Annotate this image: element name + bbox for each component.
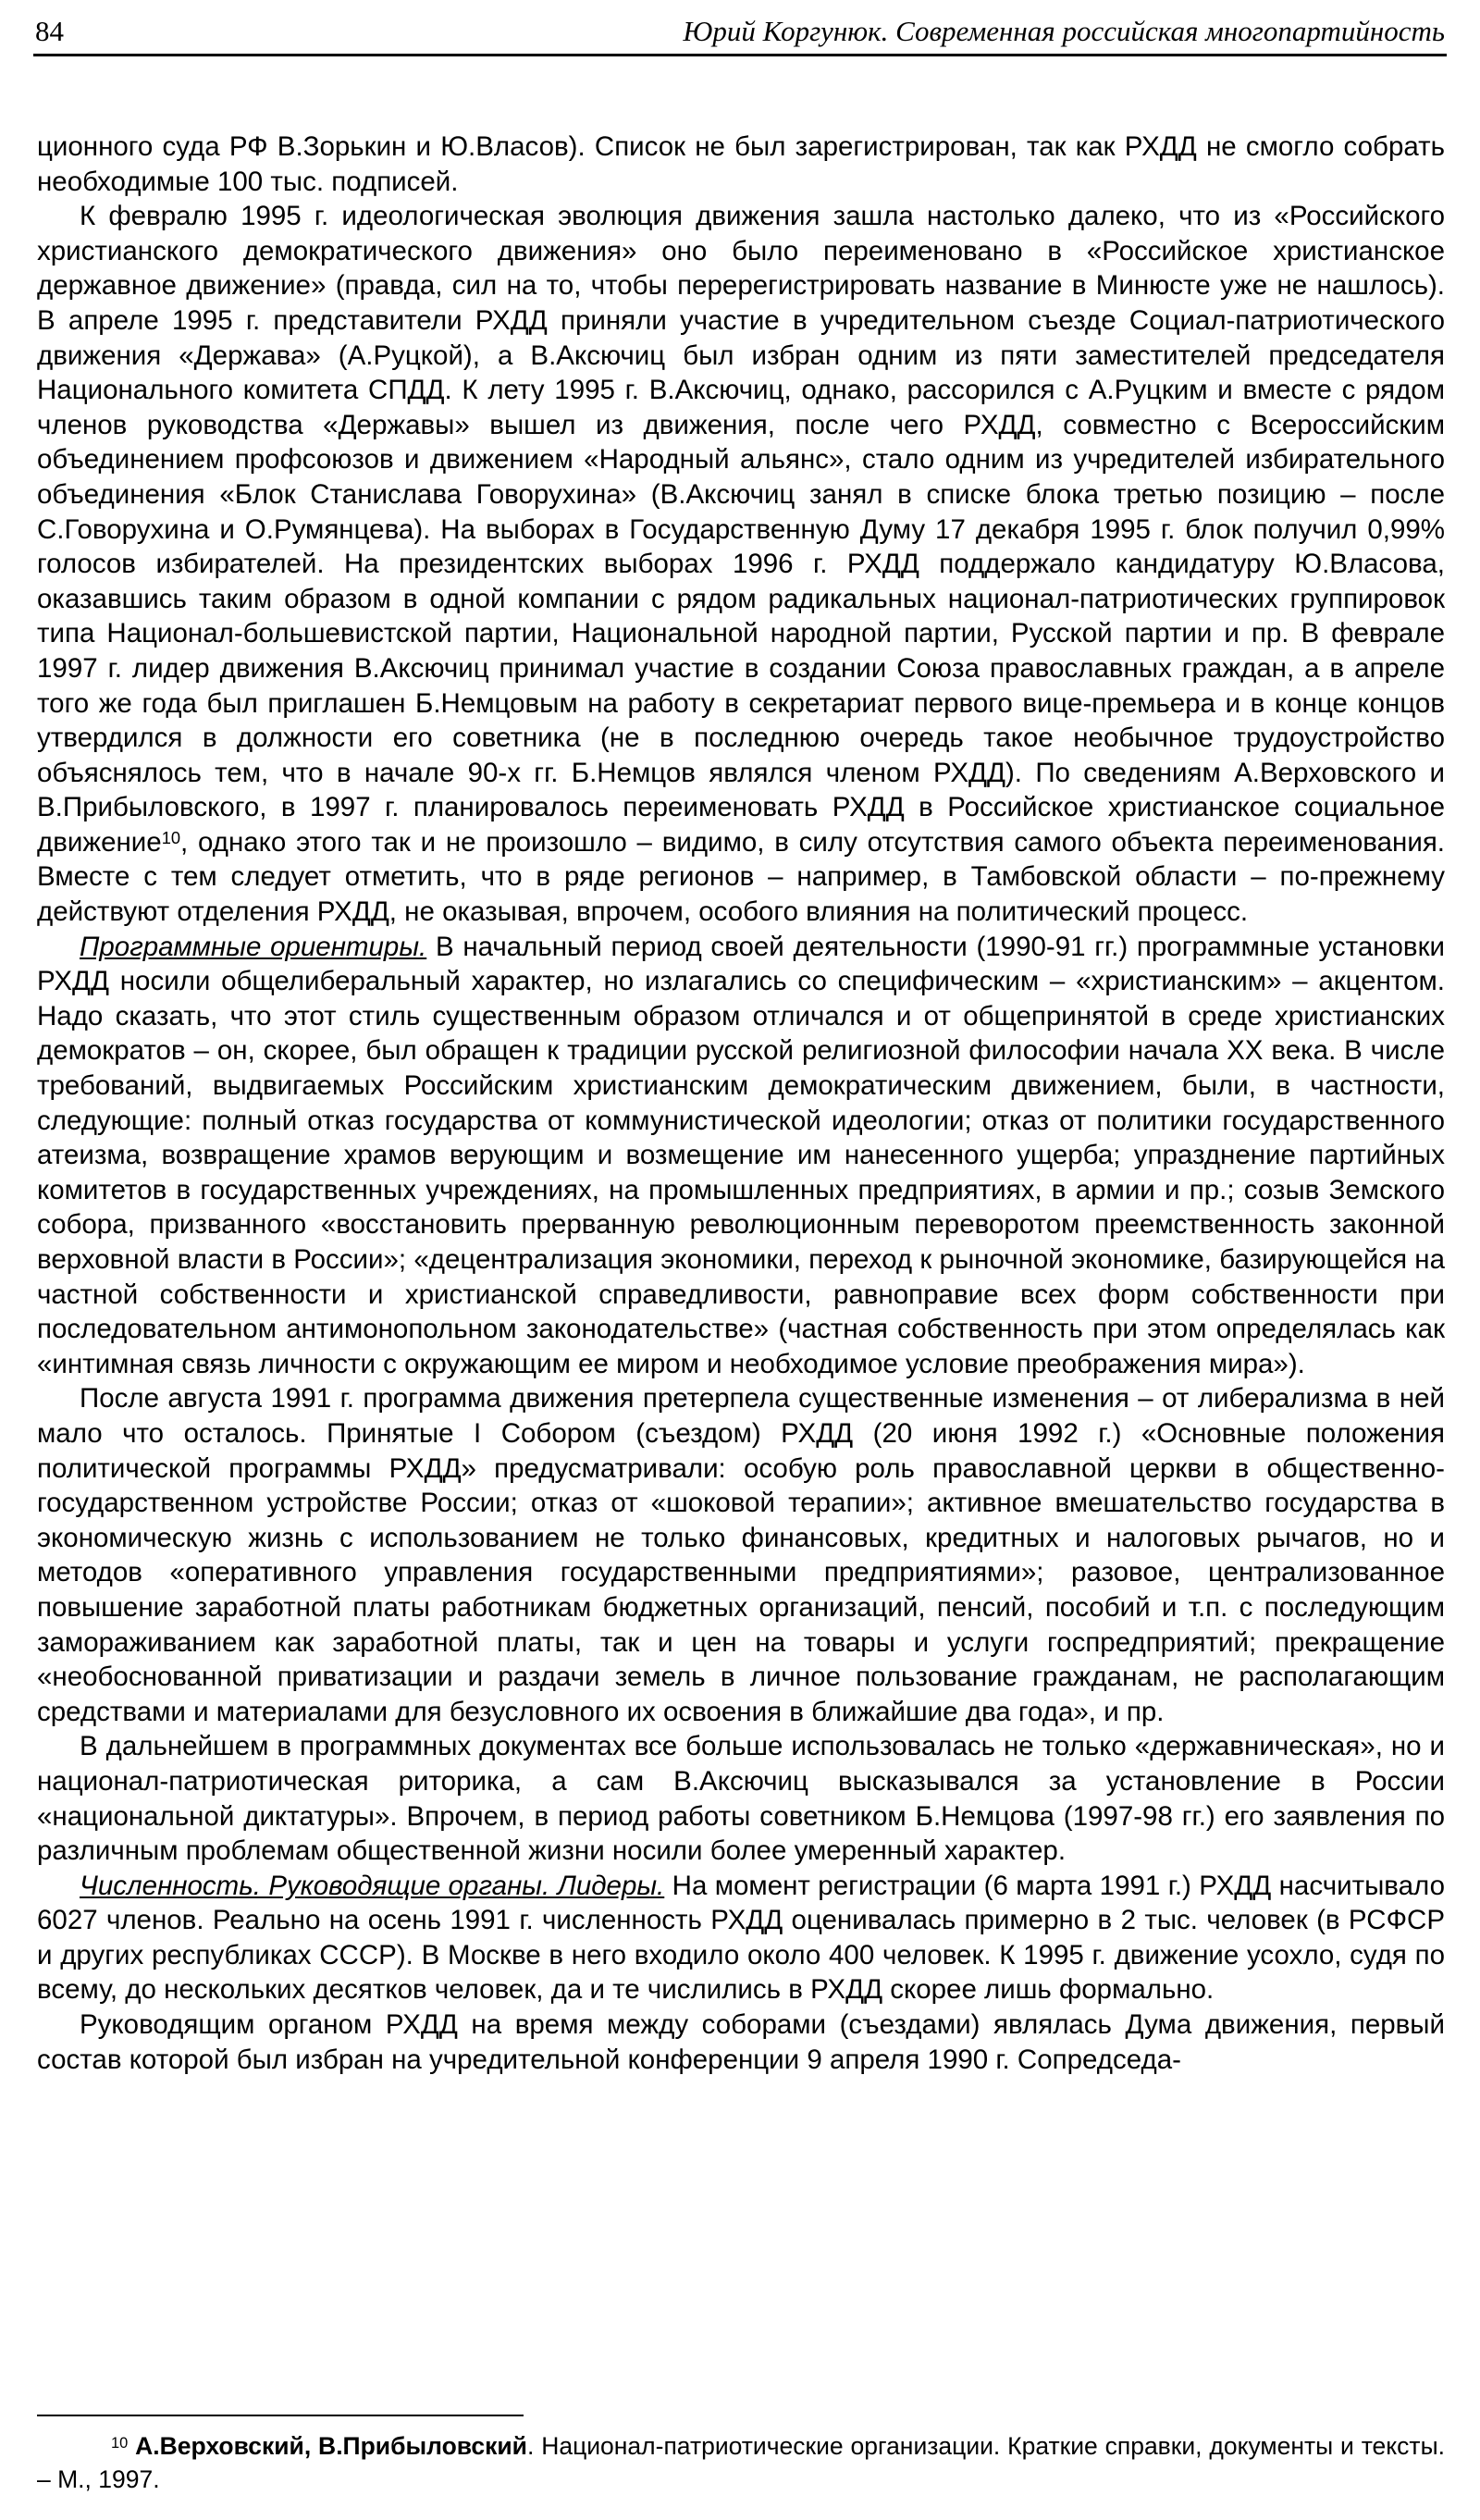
section-rubric-program: Программные ориентиры. [80, 931, 427, 962]
footnote-text: . Национал-патриотические организации. Краткие справки, документы и тексты. – М., 1997. [37, 2432, 1445, 2493]
paragraph-text: В дальнейшем в программных документах все больше использовалась не только «державническая», но и национал-патриотическая риторика, а сам В.Аксючиц высказывался за установление в России «национальной диктатуры». Впрочем, в период работы советником Б.Немцова (1997-98 гг.) его заявления по различным проблемам общественной жизни носили более умеренный характер. [37, 1731, 1445, 1867]
paragraph-text: В начальный период своей деятельности (1990-91 гг.) программные установки РХДД носили общелиберальный характер, но излагались со специфическим – «христианским» – акцентом. Надо сказать, что этот стиль существенным образом отличался и от общепринятой в среде христианских демократов – он, скорее, был обращен к традиции русской религиозной философии начала XX века. В числе требований, выдвигаемых Российским христианским демократическим движением, были, в частности, следующие: полный отказ государства от коммунистической идеологии; отказ от политики государственного атеизма, возвращение храмов верующим и возмещение им нанесенного ущерба; упразднение партийных комитетов в государственных учреждениях, на промышленных предприятиях, в армии и пр.; созыв Земского собора, призванного «восстановить прерванную революционным переворотом преемственность законной верховной власти в России»; «децентрализация экономики, переход к рыночной экономике, базирующейся на частной собственности и христианской справедливости, равноправие всех форм собственности при последовательном антимонопольном законодательстве» (частная собственность при этом определялась как «интимная связь личности с окружающим ее миром и необходимое условие преображения мира»). [37, 931, 1445, 1379]
paragraph-text: Руководящим органом РХДД на время между соборами (съездами) являлась Дума движения, первый состав которой был избран на учредительной конференции 9 апреля 1990 г. Сопредседа- [37, 2009, 1445, 2075]
body-text [37, 130, 1445, 2077]
paragraph-text: После августа 1991 г. программа движения претерпела существенные изменения – от либерализма в ней мало что осталось. Принятые I Собором (съездом) РХДД (20 июня 1992 г.) «Основные положения политической программы РХДД» предусматривали: особую роль православной церкви в общественно-государственном устройстве России; отказ от «шоковой терапии»; активное вмешательство государства в экономическую жизнь с использованием не только финансовых, кредитных и налоговых рычагов, но и методов «оперативного управления государственными предприятиями»; разовое, централизованное повышение заработной платы работникам бюджетных организаций, пенсий, пособий и т.п. с последующим замораживанием как заработной платы, так и цен на товары и услуги госпредприятий; прекращение «необоснованной приватизации и раздачи земель в личное пользование гражданам, не располагающим средствами и материалами для безусловного их освоения в ближайшие два года», и пр. [37, 1383, 1445, 1727]
footnote [37, 2429, 1445, 2496]
paragraph-program [37, 930, 1445, 1382]
footnote-number: 10 [111, 2434, 129, 2452]
paragraph-continuation [37, 130, 1445, 199]
running-title: Юрий Коргунюк. Современная российская многопартийность [683, 15, 1445, 47]
paragraph-governing-body [37, 2007, 1445, 2077]
paragraph-rhetoric [37, 1729, 1445, 1868]
running-header [33, 13, 1447, 56]
footnote-authors: А.Верховский, В.Прибыловский [135, 2432, 527, 2460]
footnote-reference[interactable]: 10 [161, 827, 181, 847]
paragraph-rename-1995 [37, 199, 1445, 929]
paragraph-text: На момент регистрации (6 марта 1991 г.) РХДД насчитывало 6027 членов. Реально на осень 1991 г. численность РХДД оценивалась примерно в 2 тыс. человек (в РСФСР и других республиках СССР). В Москве в него входило около 400 человек. К 1995 г. движение усохло, судя по всему, до нескольких десятков человек, да и те числились в РХДД скорее лишь формально. [37, 1870, 1445, 2006]
paragraph-text: ционного суда РФ В.Зорькин и Ю.Власов). Список не был зарегистрирован, так как РХДД не смогло собрать необходимые 100 тыс. подписей. [37, 131, 1445, 197]
footnote-divider [37, 2415, 524, 2416]
paragraph-text-after: , однако этого так и не произошло – видимо, в силу отсутствия самого объекта переименования. Вместе с тем следует отметить, что в ряде регионов – например, в Тамбовской области – по-прежнему действуют отделения РХДД, не оказывая, впрочем, особого влияния на политический процесс. [37, 826, 1445, 928]
section-rubric-membership: Численность. Руководящие органы. Лидеры. [80, 1870, 665, 1901]
paragraph-after-august-1991 [37, 1381, 1445, 1729]
paragraph-text: К февралю 1995 г. идеологическая эволюция движения зашла настолько далеко, что из «Российского христианского демократического движения» оно было переименовано в «Российское христианское державное движение» (правда, сил на то, чтобы перерегистрировать название в Минюсте уже не нашлось). В апреле 1995 г. представители РХДД приняли участие в учредительном съезде Социал-патриотического движения «Держава» (А.Руцкой), а В.Аксючиц был избран одним из пяти заместителей председателя Национального комитета СПДД. К лету 1995 г. В.Аксючиц, однако, рассорился с А.Руцким и вместе с рядом членов руководства «Державы» вышел из движения, после чего РХДД, совместно с Всероссийским объединением профсоюзов и движением «Народный альянс», стало одним из учредителей избирательного объединения «Блок Станислава Говорухина» (В.Аксючиц занял в списке блока третью позицию – после С.Говорухина и О.Румянцева). На выборах в Государственную Думу 17 декабря 1995 г. блок получил 0,99% голосов избирателей. На президентских выборах 1996 г. РХДД поддержало кандидатуру Ю.Власова, оказавшись таким образом в одной компании с рядом радикальных национал-патриотических группировок типа Национал-большевистской партии, Национальной народной партии, Русской партии и пр. В феврале 1997 г. лидер движения В.Аксючиц принимал участие в создании Союза православных граждан, а в апреле того же года был приглашен Б.Немцовым на работу в секретариат первого вице-премьера и в конце концов утвердился в должности его советника (не в последнюю очередь такое необычное трудоустройство объяснялось тем, что в начале 90-х гг. Б.Немцов являлся членом РХДД). По сведениям А.Верховского и В.Прибыловского, в 1997 г. планировалось переименовать РХДД в Российское христианское социальное движение [37, 201, 1445, 858]
paragraph-membership [37, 1869, 1445, 2007]
page-number: 84 [35, 15, 64, 47]
